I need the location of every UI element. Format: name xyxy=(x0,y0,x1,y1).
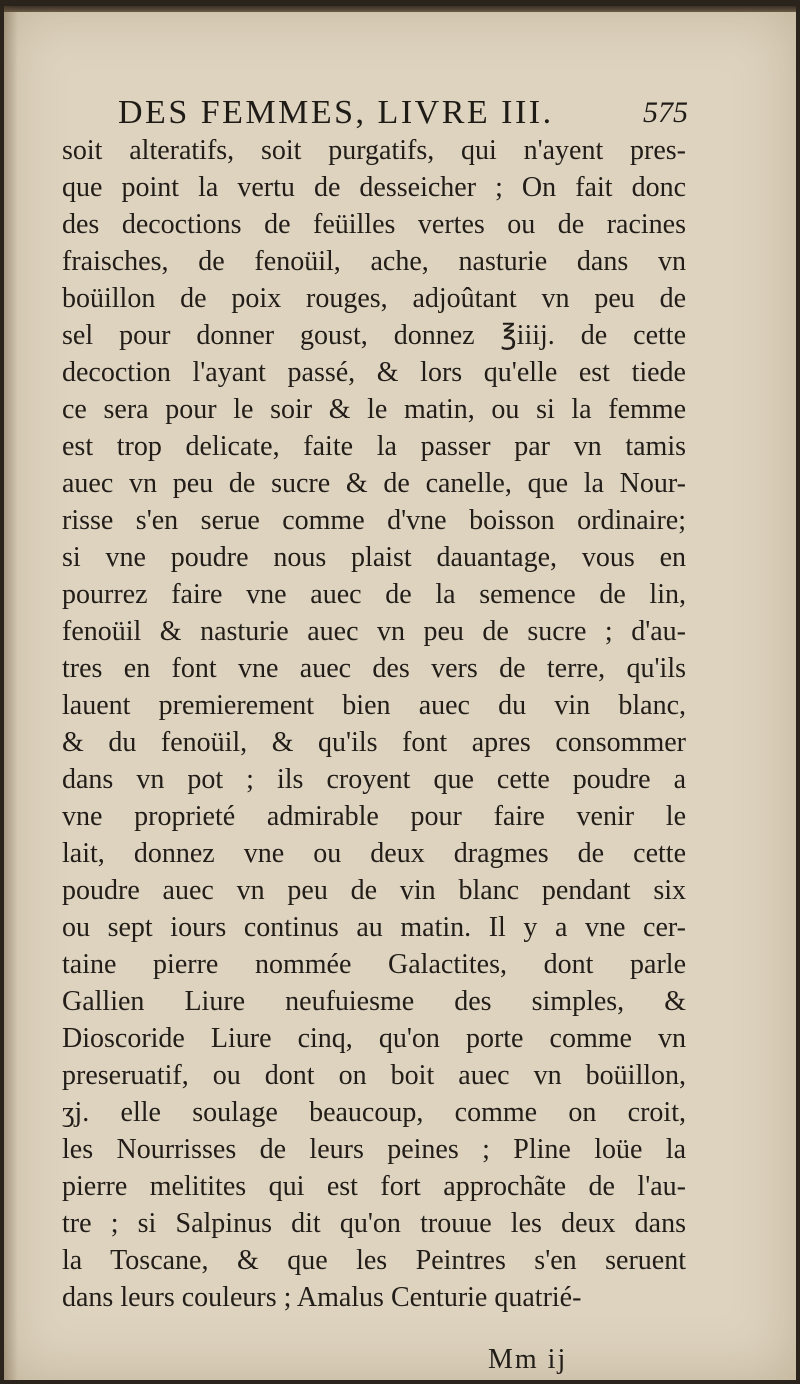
text-line: preseruatif, ou dont on boit auec vn boüillon, xyxy=(62,1060,686,1091)
text-line: la Toscane, & que les Peintres s'en seruent xyxy=(62,1245,686,1276)
text-line: si vne poudre nous plaist dauantage, vous en xyxy=(62,542,686,573)
text-line: taine pierre nommée Galactites, dont parle xyxy=(62,949,686,980)
text-line: Dioscoride Liure cinq, qu'on porte comme vn xyxy=(62,1023,686,1054)
text-line: dans leurs couleurs ; Amalus Centurie quatrié- xyxy=(62,1282,582,1313)
text-line: poudre auec vn peu de vin blanc pendant six xyxy=(62,875,686,906)
body-text xyxy=(62,132,686,1316)
text-line: dans vn pot ; ils croyent que cette poudre a xyxy=(62,764,686,795)
text-line: ʒj. elle soulage beaucoup, comme on croit, xyxy=(62,1097,686,1128)
text-line: Gallien Liure neufuiesme des simples, & xyxy=(62,986,686,1017)
text-line: & du fenoüil, & qu'ils font apres consommer xyxy=(62,727,686,758)
text-line: soit alteratifs, soit purgatifs, qui n'ayent pres- xyxy=(62,135,686,166)
text-line: boüillon de poix rouges, adjoûtant vn peu de xyxy=(62,283,686,314)
text-line: lait, donnez vne ou deux dragmes de cette xyxy=(62,838,686,869)
text-line: ou sept iours continus au matin. Il y a vne cer- xyxy=(62,912,686,943)
text-line: est trop delicate, faite la passer par vn tamis xyxy=(62,431,686,462)
gutter-shadow xyxy=(4,6,18,1380)
page-top-edge xyxy=(4,6,796,12)
text-line: fenoüil & nasturie auec vn peu de sucre ; d'au- xyxy=(62,616,686,647)
text-line: lauent premierement bien auec du vin blanc, xyxy=(62,690,686,721)
text-line: les Nourrisses de leurs peines ; Pline loüe la xyxy=(62,1134,686,1165)
signature-mark: Mm ij xyxy=(488,1344,568,1375)
text-line: fraisches, de fenoüil, ache, nasturie dans vn xyxy=(62,246,686,277)
page-header xyxy=(118,94,688,134)
text-line: pourrez faire vne auec de la semence de lin, xyxy=(62,579,686,610)
text-line: vne proprieté admirable pour faire venir le xyxy=(62,801,686,832)
running-title: DES FEMMES, LIVRE III. xyxy=(118,94,554,131)
text-line: que point la vertu de desseicher ; On fait donc xyxy=(62,172,686,203)
book-page xyxy=(4,6,796,1380)
text-line: sel pour donner goust, donnez ℥iiij. de cette xyxy=(62,320,686,351)
text-line: des decoctions de feüilles vertes ou de racines xyxy=(62,209,686,240)
text-line: ce sera pour le soir & le matin, ou si la femme xyxy=(62,394,686,425)
text-line: decoction l'ayant passé, & lors qu'elle est tiede xyxy=(62,357,686,388)
text-line: pierre melitites qui est fort approchãte de l'au- xyxy=(62,1171,686,1202)
text-line: risse s'en serue comme d'vne boisson ordinaire; xyxy=(62,505,686,536)
page-number: 575 xyxy=(643,96,688,129)
text-line: tres en font vne auec des vers de terre, qu'ils xyxy=(62,653,686,684)
text-line: tre ; si Salpinus dit qu'on trouue les deux dans xyxy=(62,1208,686,1239)
text-line: auec vn peu de sucre & de canelle, que la Nour- xyxy=(62,468,686,499)
